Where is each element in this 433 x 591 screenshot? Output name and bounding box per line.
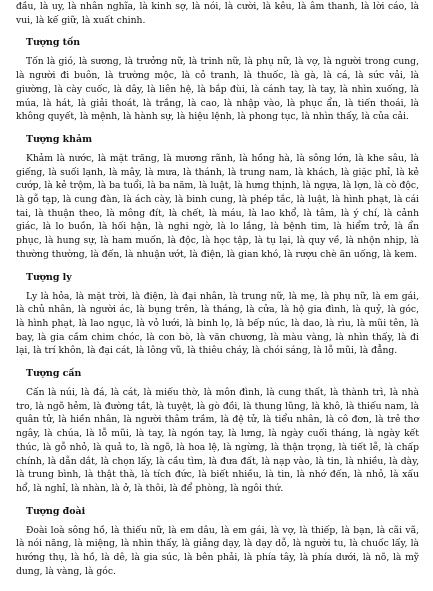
section-heading: Tượng tốn [26,37,81,49]
section-ly [16,271,419,359]
section-heading: Tượng ly [26,271,72,283]
section-ton [16,36,419,124]
section-body: Ly là hỏa, là mặt trời, là điện, là đại nhân, là trung nữ, là mẹ, là phụ nữ, là em gái, là chủ nhân, là người ác, là bụng trên, là tháng, là cửa, là hộ gia đình, là quỷ, là góc, là hình phạt, là lao ngục, là vỏ lưới, là binh lọ, là bếp núc, là dao, là rìu, là mũi tên, là bay, là gia cầm chim chóc, là con bò, là văn chương, là màu vàng, là nhìn thấy, là đi lại, là trí khôn, là đại cát, là lông vũ, là thiêu cháy, là chói sáng, là lỗ mũi, là đẳng. [16,290,419,357]
section-heading: Tượng cấn [26,368,82,380]
section-heading: Tượng đoài [26,505,86,517]
section-body: Khảm là nước, là mặt trăng, là mương rãnh, là hồng hà, là sông lớn, là khe sâu, là giếng, là suối lạnh, là mây, là mưa, là thánh, là trung nam, là khách, là giặc phỉ, là kẻ cướp, là kẻ trộm, là ba tuổi, là ba năm, là luật, là hưng thịnh, là ngựa, là lợn, là cò độc, là gỗ tạp, là cung đàn, là ách cày, là binh cung, là phép tắc, là luật, là hình phạt, là cái tai, là thuận theo, là mông đít, là chết, là máu, là lao khổ, là tâm, là ý chí, là cảnh giác, là lo buồn, là hối hận, là nghi ngờ, là lo lắng, là bệnh tim, là hiểm trở, là ẩn phục, là hung sự, là ham muốn, là độc, là học tập, là tụ lại, là quy về, là nhộn nhịp, là thường thường, là đến, là nhuận ướt, là điện, là gian khó, là rượu chè ăn uống, là kem. [16,152,419,260]
section-heading: Tượng khảm [26,133,92,145]
section-body: Tốn là gió, là sương, là trưởng nữ, là trinh nữ, là phụ nữ, là vợ, là người trong cung, là người đi buôn, là trường mộc, là cỏ tranh, là thuốc, là gà, là cá, là sức vải, là giường, là cày cuốc, là dây, là liên hệ, là bắp đùi, là cánh tay, là tay, là nhìn xuống, là múa, là hát, là giải thoát, là trắng, là cao, là nhập vào, là phục ẩn, là tiến thoái, là không quyết, là mệnh, là hành sự, là hiệu lệnh, là phong tục, là nhìn thấy, là của cải. [16,56,419,123]
document-page [16,0,419,579]
intro-paragraph: đầu, là uy, là nhân nghĩa, là kinh sợ, là nói, là cười, là kêu, là âm thanh, là lời cáo, là vui, là kế giữ, là xuất chinh. [16,1,419,26]
section-body: Cấn là núi, là đá, là cát, là miếu thờ, là môn đình, là cung thất, là thành trì, là nhà tro, là ngõ hẻm, là đường tắt, là tuyệt, là gò đồi, là thung lũng, là khô, là thiếu nam, là quân tử, là hiền nhân, là người thâm trầm, là đệ tử, là tiểu nhân, là cô đơn, là trẻ thơ ngây, là chúa, là lỗ mũi, là tay, là ngón tay, là lưng, là ngày cuối tháng, là ngày kết thúc, là gỗ nhỏ, là quả to, là ngõ, là hoa lệ, là ngừng, là thận trọng, là tiết lễ, là chấp chính, là dẫn dắt, là chọn lấy, là cầu tìm, là đưa đất, là nạp vào, là tin, là nhiều, là dày, là trung bình, là thật thà, là tích đức, là biết nhiều, là tin, là nhớ đến, là nhỏ, là xấu hổ, là nghỉ, là nhàn, là ở, là thôi, là để phòng, là ngôi thứ. [16,387,419,494]
section-doai [16,505,419,579]
section-can [16,367,419,496]
section-kham [16,133,419,262]
section-body: Đoài loà sông hồ, là thiếu nữ, là em dâu, là em gái, là vợ, là thiếp, là bạn, là cãi vã, là nói năng, là miệng, là nhìn thấy, là giảng dạy, là dạy dỗ, là người tu, là chuốc lấy, là hướng thụ, là hồ, là dê, là gia súc, là bên phải, là phía tây, là phía dưới, là nõ, là mỹ dung, là vàng, là góc. [16,524,419,577]
